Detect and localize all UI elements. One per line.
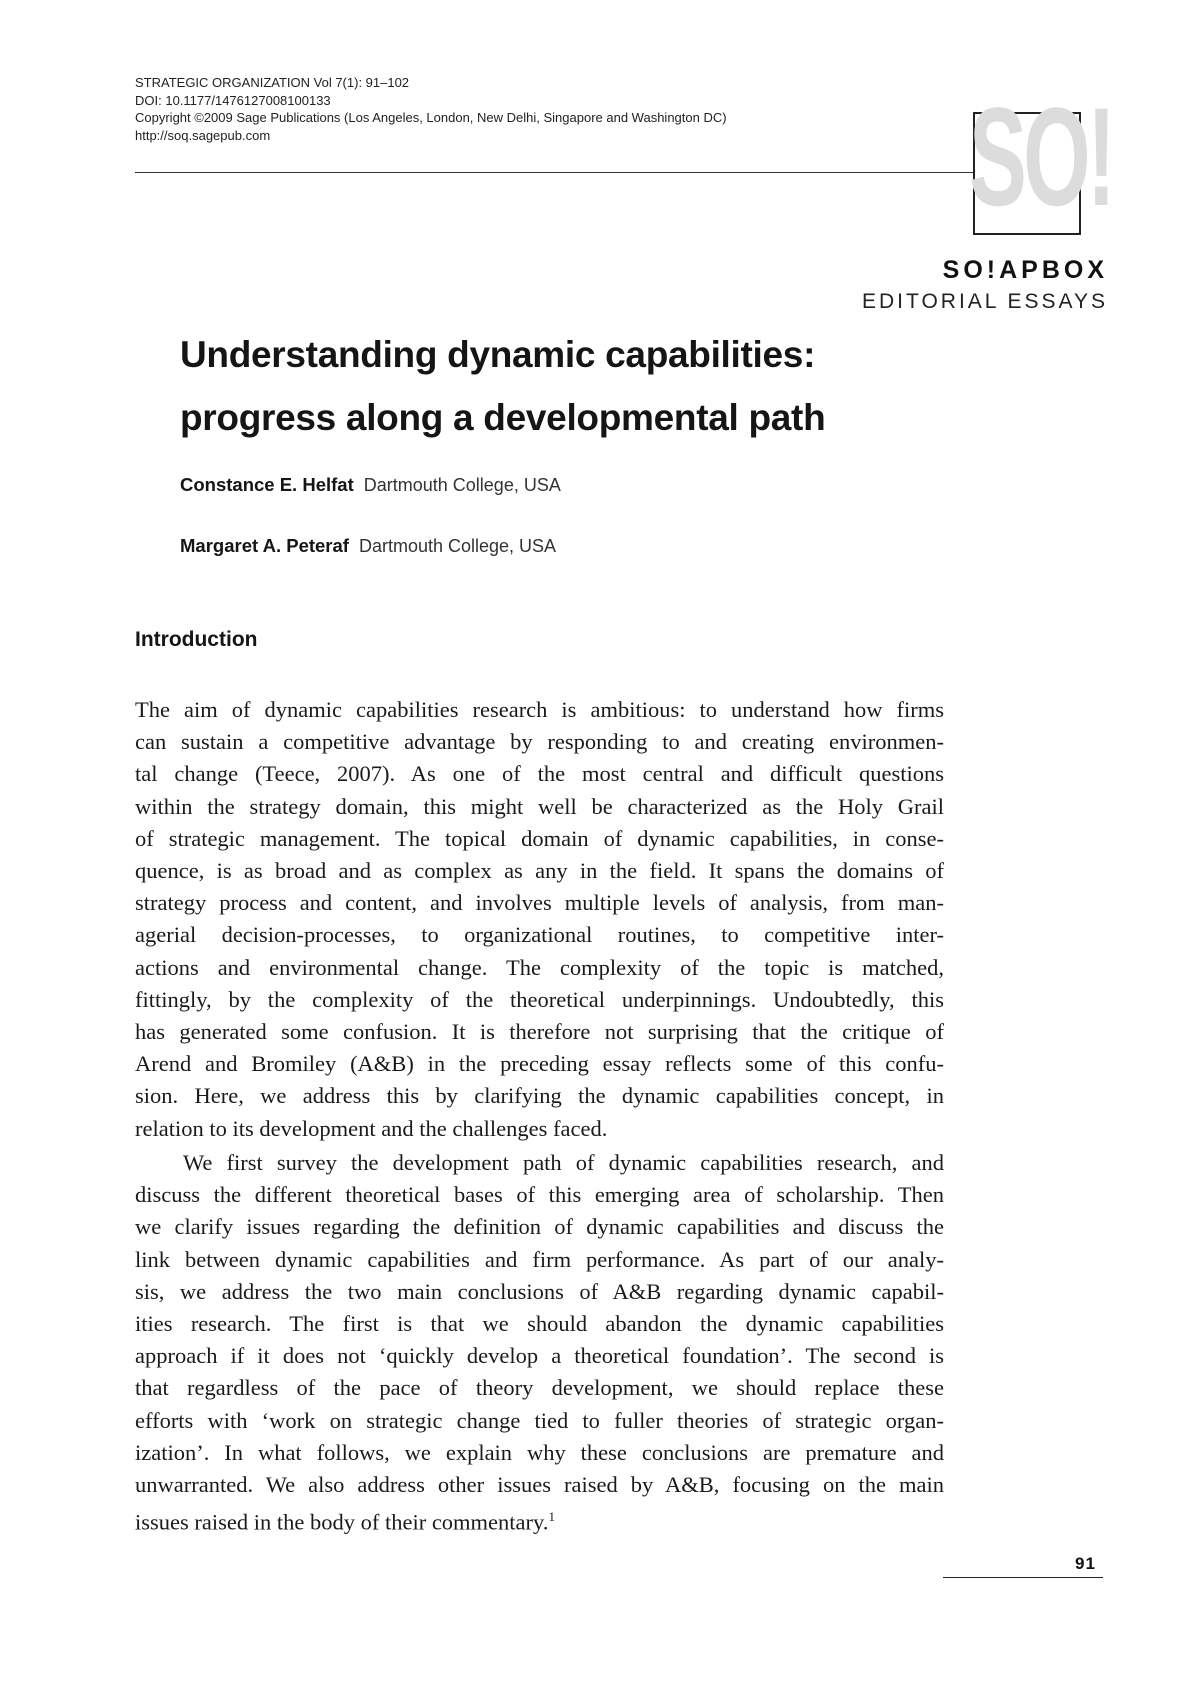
text-line: issues raised in the body of their commentary.$^1$ xyxy=(135,1509,555,1535)
text-line: unwarranted. We also address other issues raised by A&B, focusing on the main xyxy=(135,1472,944,1498)
copyright-notice: Copyright ©2009 Sage Publications (Los Angeles, London, New Delhi, Singapore and Washington DC) xyxy=(135,110,727,125)
text-line: that regardless of the pace of theory development, we should replace these xyxy=(135,1375,944,1401)
title-line-1: Understanding dynamic capabilities: xyxy=(180,334,816,375)
doi: DOI: 10.1177/1476127008100133 xyxy=(135,92,331,108)
author-1 xyxy=(180,474,561,496)
text-line: efforts with ‘work on strategic change tied to fuller theories of strategic organ- xyxy=(135,1407,944,1433)
page-number: 91 xyxy=(1075,1554,1096,1573)
section-sublabel: EDITORIAL ESSAYS xyxy=(861,290,1108,313)
text-line: can sustain a competitive advantage by responding to and creating environmen- xyxy=(135,729,944,755)
text-line: actions and environmental change. The complexity of the topic is matched, xyxy=(135,954,944,980)
text-line: has generated some confusion. It is therefore not surprising that the critique of xyxy=(135,1019,944,1045)
text-line: we clarify issues regarding the definition of dynamic capabilities and discuss the xyxy=(135,1214,944,1240)
text-line: ization’. In what follows, we explain why these conclusions are premature and xyxy=(135,1439,944,1465)
article-title xyxy=(180,323,825,449)
journal-citation: STRATEGIC ORGANIZATION Vol 7(1): 91–102 xyxy=(135,75,410,90)
paragraph-1 xyxy=(135,694,944,1145)
author-2 xyxy=(180,535,556,557)
paragraph-2 xyxy=(135,1147,944,1539)
author-affiliation: Dartmouth College, USA xyxy=(363,475,561,495)
section-heading-introduction: Introduction xyxy=(135,628,258,651)
header-rule xyxy=(135,172,975,173)
text-line: fittingly, by the complexity of the theoretical underpinnings. Undoubtedly, this xyxy=(135,986,944,1012)
logo-text: SO! xyxy=(969,78,1113,235)
footnote-marker[interactable]: 1 xyxy=(548,1509,555,1525)
author-affiliation: Dartmouth College, USA xyxy=(358,536,557,556)
journal-url: http://soq.sagepub.com xyxy=(135,127,271,143)
text-line: ities research. The first is that we should abandon the dynamic capabilities xyxy=(135,1311,944,1337)
text-line: We first survey the development path of dynamic capabilities research, and xyxy=(183,1150,944,1175)
text-line: The aim of dynamic capabilities research is ambitious: to understand how firms xyxy=(135,697,944,722)
text-line: approach if it does not ‘quickly develop a theoretical foundation’. The second is xyxy=(135,1343,944,1369)
text-line: strategy process and content, and involves multiple levels of analysis, from man- xyxy=(135,890,944,916)
text-line: sion. Here, we address this by clarifying the dynamic capabilities concept, in xyxy=(135,1083,944,1109)
journal-header xyxy=(135,74,727,144)
author-name: Margaret A. Peteraf xyxy=(180,535,349,556)
journal-logo xyxy=(969,78,1113,235)
section-label: SO!APBOX xyxy=(942,256,1108,284)
title-line-2: progress along a developmental path xyxy=(180,397,826,438)
text-line: discuss the different theoretical bases of this emerging area of scholarship. Then xyxy=(135,1182,944,1208)
author-name: Constance E. Helfat xyxy=(180,474,354,495)
text-line: within the strategy domain, this might well be characterized as the Holy Grail xyxy=(135,793,944,819)
text-line: quence, is as broad and as complex as any in the field. It spans the domains of xyxy=(135,858,944,884)
text-line: relation to its development and the challenges faced. xyxy=(135,1115,608,1141)
text-line: link between dynamic capabilities and firm performance. As part of our analy- xyxy=(135,1246,944,1272)
text-line: agerial decision-processes, to organizational routines, to competitive inter- xyxy=(135,922,944,948)
text-line: sis, we address the two main conclusions of A&B regarding dynamic capabil- xyxy=(135,1278,944,1304)
text-line: Arend and Bromiley (A&B) in the preceding essay reflects some of this confu- xyxy=(135,1051,944,1077)
text-line: tal change (Teece, 2007). As one of the most central and difficult questions xyxy=(135,761,944,787)
text-line: of strategic management. The topical domain of dynamic capabilities, in conse- xyxy=(135,825,944,851)
page-number-rule xyxy=(943,1577,1103,1578)
